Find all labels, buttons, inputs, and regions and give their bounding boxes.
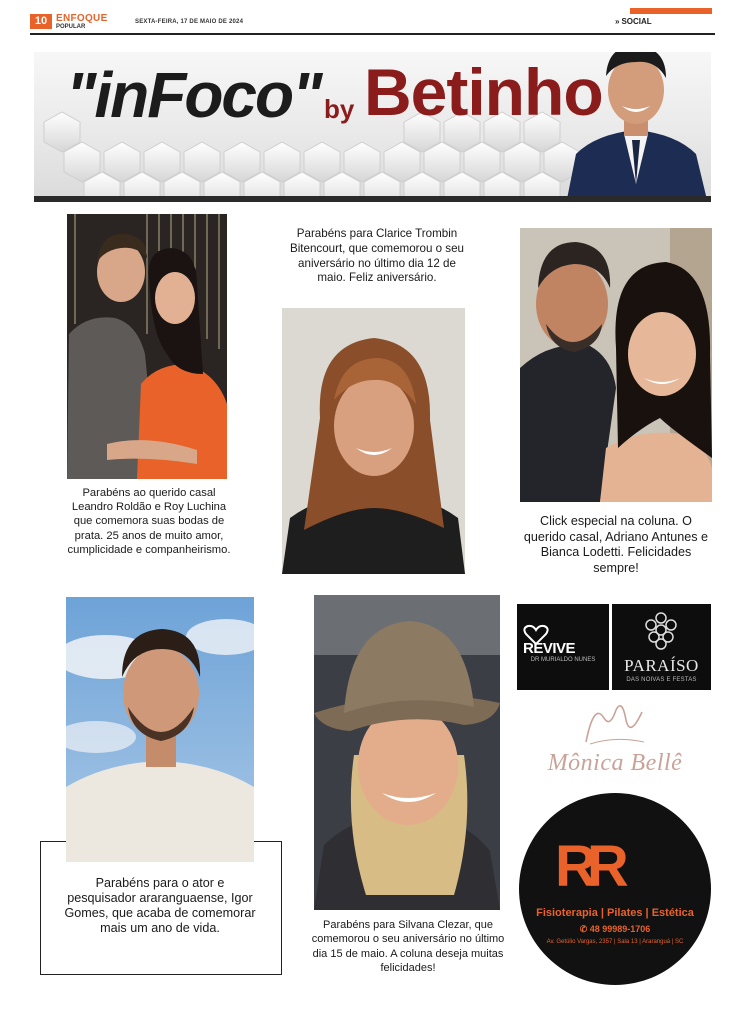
column-banner xyxy=(34,52,711,202)
paraiso-name: PARAÍSO xyxy=(624,656,699,675)
rr-phone-number: 48 99989-1706 xyxy=(589,924,651,934)
man-portrait-photo xyxy=(66,597,254,862)
revive-subtitle: DR MURIALDO NUNES xyxy=(530,657,596,663)
caption-clarice: Parabéns para Clarice Trombin Bitencourt, que comemorou o seu aniversário no último dia 12 de maio. Feliz aniversário. xyxy=(289,227,464,285)
brand-line1: ENFOQUE xyxy=(56,13,108,24)
caption-adriano-bianca: Click especial na coluna. O querido casal, Adriano Antunes e Bianca Lodetti. Felicidades sempre! xyxy=(523,514,709,575)
page-number: 10 xyxy=(30,14,52,29)
column-title: "inFoco" xyxy=(66,59,321,131)
ad-monica-belle[interactable] xyxy=(518,694,712,786)
ad-revive[interactable] xyxy=(517,604,609,690)
newspaper-logo xyxy=(56,13,108,30)
brand-line2: POPULAR xyxy=(56,24,86,30)
section-accent-bar xyxy=(630,8,712,14)
rr-services: Fisioterapia | Pilates | Estética xyxy=(536,907,694,919)
banner-rule xyxy=(34,196,711,202)
ad-rr-clinic[interactable] xyxy=(519,793,711,985)
columnist-name: Betinho xyxy=(364,55,603,129)
monica-belle-name: Mônica Bellê xyxy=(547,750,683,776)
section-label xyxy=(615,17,652,26)
column-title-by: by xyxy=(324,94,355,124)
ad-paraiso[interactable] xyxy=(612,604,711,690)
revive-name: REVIVE xyxy=(523,640,576,657)
caption-couple-1: Parabéns ao querido casal Leandro Roldão e Roy Luchina que comemora suas bodas de prata. 25 anos de muito amor, cumplicidade e companheirismo. xyxy=(67,487,231,556)
woman-portrait-photo xyxy=(282,308,465,574)
rr-address: Av. Getúlio Vargas, 2357 | Sala 13 | Araranguá | SC xyxy=(546,939,684,945)
header-rule xyxy=(30,33,715,35)
double-chevron-icon: » xyxy=(615,17,620,26)
section-name: SOCIAL xyxy=(621,17,652,26)
paraiso-subtitle: DAS NOIVAS E FESTAS xyxy=(626,677,697,683)
caption-igor-gomes: Parabéns para o ator e pesquisador araranguaense, Igor Gomes, que acaba de comemorar mais um ano de vida. xyxy=(64,876,256,935)
caption-silvana: Parabéns para Silvana Clezar, que comemorou o seu aniversário no último dia 15 de maio. A coluna deseja muitas felicidades! xyxy=(311,919,505,974)
page-header xyxy=(30,12,715,32)
flower-icon xyxy=(640,610,682,652)
couple-selfie-photo xyxy=(520,228,712,502)
monogram-logo xyxy=(580,698,650,750)
couple-photo-1 xyxy=(67,214,227,479)
columnist-photo xyxy=(556,52,711,202)
rr-phone xyxy=(519,924,711,935)
issue-date: SEXTA-FEIRA, 17 DE MAIO DE 2024 xyxy=(135,19,244,25)
woman-hat-photo xyxy=(314,595,500,910)
whatsapp-icon: ✆ xyxy=(579,924,590,934)
rr-logo: RR xyxy=(555,834,619,899)
